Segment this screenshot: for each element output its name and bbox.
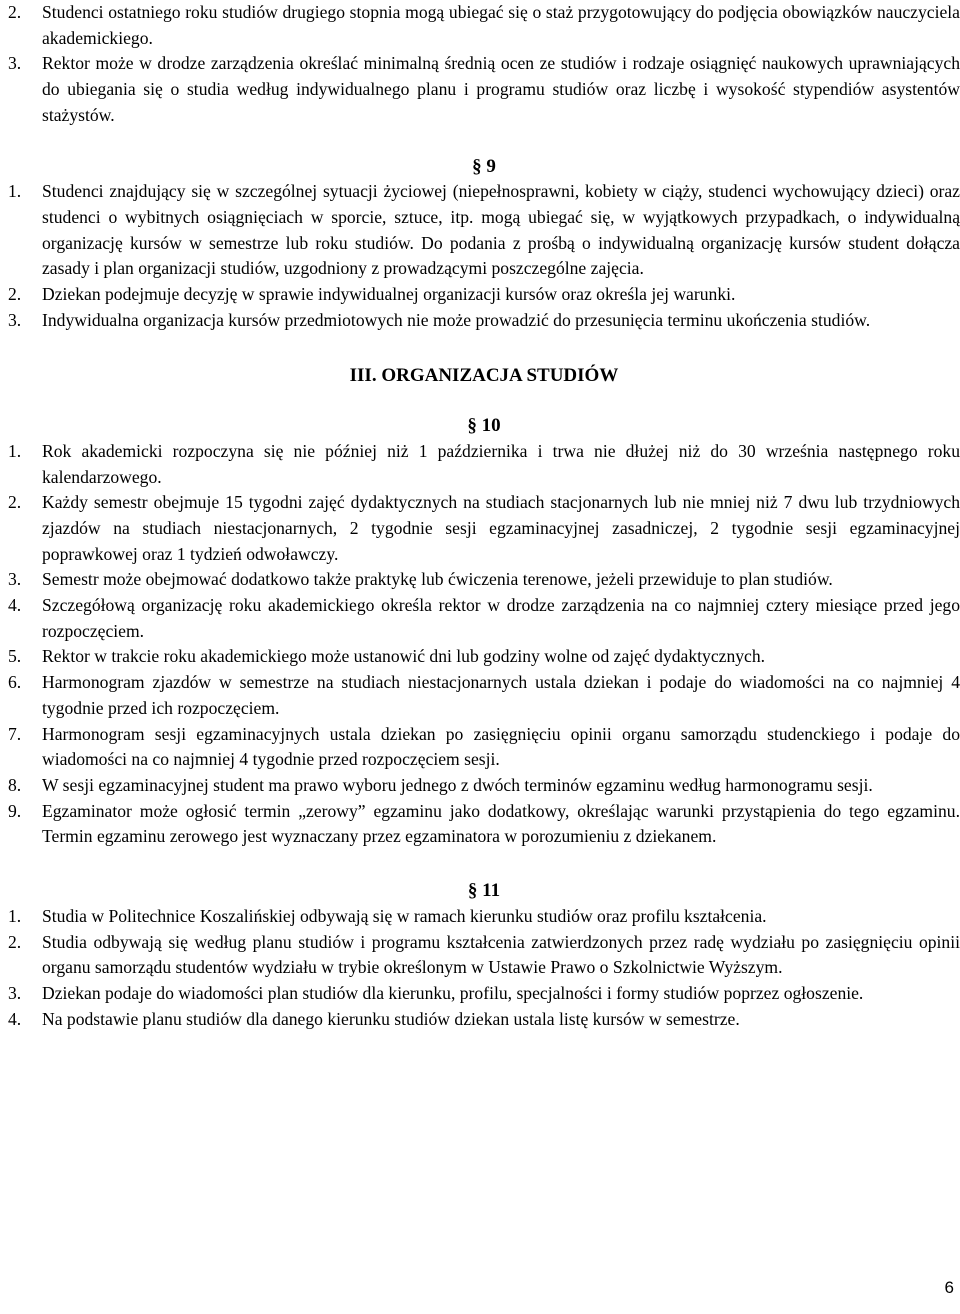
item-text: Dziekan podaje do wiadomości plan studiów dla kierunku, profilu, specjalności i formy studiów poprzez ogłoszenie. xyxy=(42,982,864,1003)
page-content xyxy=(8,0,960,1032)
item-text: Semestr może obejmować dodatkowo także praktykę lub ćwiczenia terenowe, jeżeli przewiduje to plan studiów. xyxy=(42,569,833,590)
section-10 xyxy=(8,439,960,850)
item-text: Na podstawie planu studiów dla danego kierunku studiów dziekan ustala listę kursów w semestrze. xyxy=(42,1008,740,1029)
section-top xyxy=(8,0,960,129)
list-item xyxy=(8,670,960,721)
item-text: Szczegółową organizację roku akademickiego określa rektor w drodze zarządzenia na co najmniej cztery miesiące przed jego rozpoczęciem. xyxy=(42,595,960,641)
item-number: 3. xyxy=(8,309,22,330)
item-number: 4. xyxy=(8,595,22,616)
item-text: W sesji egzaminacyjnej student ma prawo wyboru jednego z dwóch terminów egzaminu według harmonogramu sesji. xyxy=(42,774,873,795)
item-number: 3. xyxy=(8,569,22,590)
item-number: 1. xyxy=(8,905,22,926)
list-item xyxy=(8,51,960,128)
page-number: 6 xyxy=(944,1278,954,1297)
item-number: 2. xyxy=(8,284,22,305)
item-number: 2. xyxy=(8,492,22,513)
list-item xyxy=(8,567,960,593)
list-item xyxy=(8,490,960,567)
list-item xyxy=(8,981,960,1007)
list-item xyxy=(8,179,960,282)
item-text: Studenci ostatniego roku studiów drugiego stopnia mogą ubiegać się o staż przygotowujący do podjęcia obowiązków nauczyciela akademickiego. xyxy=(42,2,960,48)
section-heading-10: § 10 xyxy=(467,415,501,437)
item-text: Rektor w trakcie roku akademickiego może ustanowić dni lub godziny wolne od zajęć dydaktycznych. xyxy=(42,646,766,667)
list-item xyxy=(8,1007,960,1033)
chapter-title: III. ORGANIZACJA STUDIÓW xyxy=(349,365,619,387)
list-item xyxy=(8,930,960,981)
item-number: 6. xyxy=(8,672,22,693)
list-item xyxy=(8,308,960,334)
item-number: 1. xyxy=(8,440,22,461)
item-text: Każdy semestr obejmuje 15 tygodni zajęć dydaktycznych na studiach stacjonarnych lub nie mniej niż 7 dwu lub trzydniowych zjazdów na studiach niestacjonarnych, 2 tygodnie sesji egzaminacyjnej zasadniczej, 2 tygodnie sesji egzaminacyjnej poprawkowej oraz 1 tydzień odwoławczy. xyxy=(42,492,960,564)
item-number: 3. xyxy=(8,982,22,1003)
item-number: 9. xyxy=(8,800,22,821)
list-item xyxy=(8,799,960,850)
list-item xyxy=(8,722,960,773)
list-item xyxy=(8,773,960,799)
list-item xyxy=(8,439,960,490)
list-item xyxy=(8,0,960,51)
item-text: Studia w Politechnice Koszalińskiej odbywają się w ramach kierunku studiów oraz profilu kształcenia. xyxy=(42,905,767,926)
item-number: 1. xyxy=(8,181,22,202)
item-text: Harmonogram sesji egzaminacyjnych ustala dziekan po zasięgnięciu opinii organu samorządu studenckiego i podaje do wiadomości na co najmniej 4 tygodnie przed rozpoczęciem sesji. xyxy=(42,723,960,770)
item-text: Rok akademicki rozpoczyna się nie później niż 1 października i trwa nie dłużej niż do 30 września następnego roku kalendarzowego. xyxy=(42,440,960,487)
item-number: 2. xyxy=(8,931,22,952)
list-item xyxy=(8,904,960,930)
item-number: 2. xyxy=(8,2,22,22)
item-number: 4. xyxy=(8,1008,22,1029)
item-number: 3. xyxy=(8,53,22,74)
item-text: Indywidualna organizacja kursów przedmiotowych nie może prowadzić do przesunięcia terminu ukończenia studiów. xyxy=(42,309,871,330)
item-text: Dziekan podejmuje decyzję w sprawie indywidualnej organizacji kursów oraz określa jej warunki. xyxy=(42,284,736,305)
item-text: Rektor może w drodze zarządzenia określać minimalną średnią ocen ze studiów i rodzaje osiągnięć naukowych uprawniających do ubiegania się o studia według indywidualnego planu i programu studiów oraz liczbę i wysokość stypendiów asystentów stażystów. xyxy=(42,53,960,125)
section-heading-11: § 11 xyxy=(467,880,501,902)
item-text: Studenci znajdujący się w szczególnej sytuacji życiowej (niepełnosprawni, kobiety w ciąży, studenci wychowujący dzieci) oraz studenci o wybitnych osiągnięciach w sporcie, sztuce, itp. mogą ubiegać się, w wyjątkowych przypadkach, o indywidualną organizację kursów w semestrze lub roku studiów. Do podania z prośbą o indywidualną organizację kursów student dołącza zasady i plan organizacji studiów, uzgodniony z prowadzącymi poszczególne zajęcia. xyxy=(42,181,960,279)
item-text: Studia odbywają się według planu studiów i programu kształcenia zatwierdzonych przez radę wydziału po zasięgnięciu opinii organu samorządu studentów wydziału w trybie określonym w Ustawie Prawo o Szkolnictwie Wyższym. xyxy=(42,931,960,978)
list-item xyxy=(8,282,960,308)
list-item xyxy=(8,644,960,670)
item-number: 7. xyxy=(8,723,22,744)
item-text: Egzaminator może ogłosić termin „zerowy” egzaminu jako dodatkowy, określając warunki przystąpienia do tego egzaminu. Termin egzaminu zerowego jest wyznaczany przez egzaminatora w porozumieniu z dziekanem. xyxy=(42,800,960,847)
section-heading-9: § 9 xyxy=(472,155,496,177)
item-number: 8. xyxy=(8,774,22,795)
list-item xyxy=(8,593,960,644)
section-9 xyxy=(8,179,960,333)
item-number: 5. xyxy=(8,646,22,667)
item-text: Harmonogram zjazdów w semestrze na studiach niestacjonarnych ustala dziekan i podaje do wiadomości na co najmniej 4 tygodnie przed ich rozpoczęciem. xyxy=(42,672,960,718)
section-11 xyxy=(8,904,960,1033)
